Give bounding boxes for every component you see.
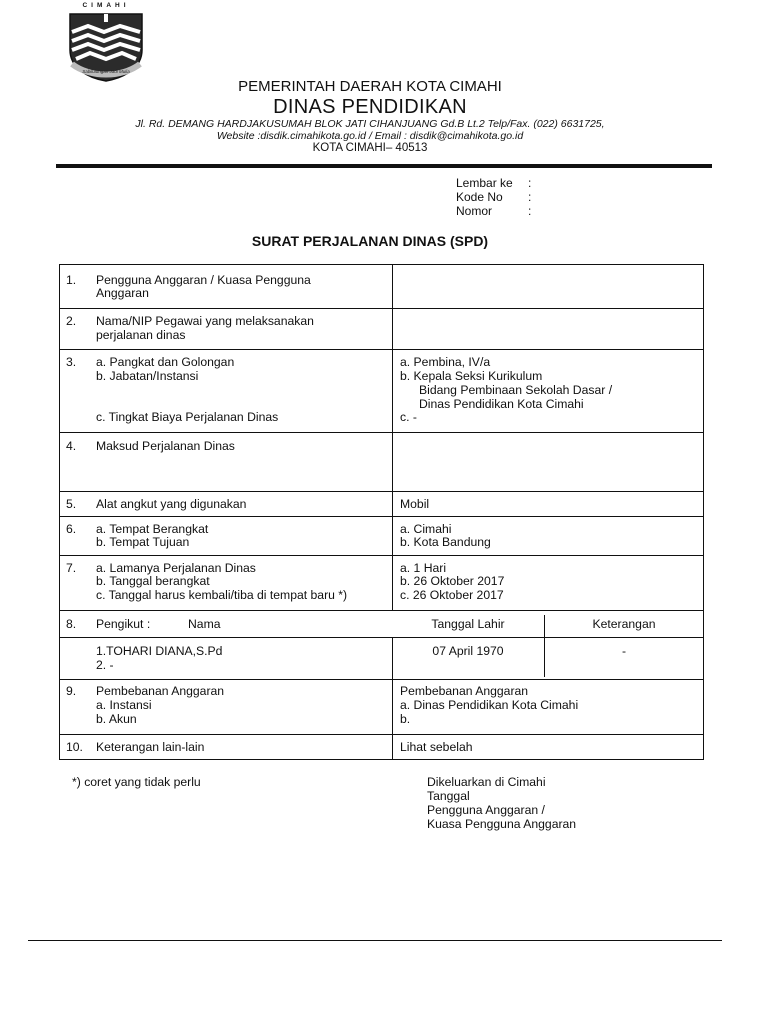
row8-birth1: 07 April 1970 <box>432 644 504 658</box>
row3-number: 3. <box>66 355 77 369</box>
row3-c-label: c. Tingkat Biaya Perjalanan Dinas <box>96 410 279 424</box>
row5-value: Mobil <box>400 497 430 511</box>
row8-col-note: Keterangan <box>592 617 656 631</box>
row1-number: 1. <box>66 273 77 287</box>
row3-b-value-line3: Dinas Pendidikan Kota Cimahi <box>419 397 584 411</box>
row6-b-value: b. Kota Bandung <box>400 535 491 549</box>
row10-label: Keterangan lain-lain <box>96 740 205 754</box>
row-divider <box>60 555 703 556</box>
row3-b-value-line2: Bidang Pembinaan Sekolah Dasar / <box>419 383 613 397</box>
page-bottom-rule <box>28 940 722 941</box>
meta-code-label: Kode No <box>456 190 503 204</box>
row9-a-value: a. Dinas Pendidikan Kota Cimahi <box>400 698 579 712</box>
row6-b-label: b. Tempat Tujuan <box>96 535 190 549</box>
row7-b-label: b. Tanggal berangkat <box>96 574 210 588</box>
row8-person1: 1.TOHARI DIANA,S.Pd <box>96 644 223 658</box>
emblem-shield-icon <box>64 10 148 82</box>
row8-label: Pengikut : <box>96 617 151 631</box>
meta-colon: : <box>528 204 532 218</box>
meta-sheet <box>456 176 531 190</box>
row2-number: 2. <box>66 314 77 328</box>
row-divider <box>60 349 703 350</box>
header-government: PEMERINTAH DAERAH KOTA CIMAHI <box>238 78 502 95</box>
row8-col-name: Nama <box>188 617 221 631</box>
signer-line2: Kuasa Pengguna Anggaran <box>427 817 577 831</box>
header-city-postal: KOTA CIMAHI– 40513 <box>312 142 428 154</box>
issued-place: Dikeluarkan di Cimahi <box>427 775 546 789</box>
row-divider <box>60 308 703 309</box>
row9-a-label: a. Instansi <box>96 698 152 712</box>
row3-b-label: b. Jabatan/Instansi <box>96 369 199 383</box>
row9-label: Pembebanan Anggaran <box>96 684 225 698</box>
row6-number: 6. <box>66 522 77 536</box>
column-divider <box>392 265 393 610</box>
row9-b-value: b. <box>400 712 411 726</box>
row8-note1: - <box>621 644 627 658</box>
meta-colon: : <box>528 190 532 204</box>
row4-number: 4. <box>66 439 77 453</box>
row1-label-line2: Anggaran <box>96 286 149 300</box>
row6-a-label: a. Tempat Berangkat <box>96 522 209 536</box>
logo-city-text: CIMAHI <box>82 2 130 9</box>
row-divider <box>60 637 703 638</box>
header-rule <box>56 164 712 168</box>
row6-a-value: a. Cimahi <box>400 522 452 536</box>
row1-label-line1: Pengguna Anggaran / Kuasa Pengguna <box>96 273 311 287</box>
row3-a-label: a. Pangkat dan Golongan <box>96 355 235 369</box>
row3-a-value: a. Pembina, IV/a <box>400 355 491 369</box>
header-website-email: Website :disdik.cimahikota.go.id / Email : disdik@cimahikota.go.id <box>216 130 524 142</box>
row-divider <box>60 432 703 433</box>
row7-b-value: b. 26 Oktober 2017 <box>400 574 505 588</box>
row-divider <box>60 516 703 517</box>
row7-c-value: c. 26 Oktober 2017 <box>400 588 504 602</box>
row-divider <box>60 491 703 492</box>
row5-label: Alat angkut yang digunakan <box>96 497 247 511</box>
meta-number-label: Nomor <box>456 204 493 218</box>
row8-number: 8. <box>66 617 77 631</box>
row7-a-label: a. Lamanya Perjalanan Dinas <box>96 561 256 575</box>
row3-c-value: c. - <box>400 410 417 424</box>
city-emblem-logo <box>64 2 148 82</box>
row2-label-line1: Nama/NIP Pegawai yang melaksanakan <box>96 314 314 328</box>
row7-c-label: c. Tanggal harus kembali/tiba di tempat baru *) <box>96 588 348 602</box>
row4-label: Maksud Perjalanan Dinas <box>96 439 235 453</box>
row10-number: 10. <box>66 740 83 754</box>
row8-person2: 2. - <box>96 658 114 672</box>
meta-number <box>456 204 531 218</box>
footnote: *) coret yang tidak perlu <box>72 775 201 789</box>
row-divider <box>60 610 703 611</box>
meta-sheet-label: Lembar ke <box>456 176 513 190</box>
row7-a-value: a. 1 Hari <box>400 561 447 575</box>
signer-line1: Pengguna Anggaran / <box>427 803 545 817</box>
row-divider <box>60 734 703 735</box>
row3-b-value: b. Kepala Seksi Kurikulum <box>400 369 543 383</box>
meta-colon: : <box>528 176 532 190</box>
logo-motto-text: Sabilulungan Jadi Mulia <box>82 69 130 74</box>
row9-number: 9. <box>66 684 77 698</box>
row5-number: 5. <box>66 497 77 511</box>
meta-code <box>456 190 531 204</box>
row9-b-label: b. Akun <box>96 712 137 726</box>
header-address: Jl. Rd. DEMANG HARDJAKUSUMAH BLOK JATI CIHANJUANG Gd.B Lt.2 Telp/Fax. (022) 6631725, <box>135 118 605 130</box>
header-department: DINAS PENDIDIKAN <box>273 96 467 118</box>
issued-date: Tanggal <box>427 789 470 803</box>
row8-col-birth: Tanggal Lahir <box>431 617 505 631</box>
spd-form-table <box>59 264 704 760</box>
row2-label-line2: perjalanan dinas <box>96 328 186 342</box>
row9-value-title: Pembebanan Anggaran <box>400 684 529 698</box>
row-divider <box>60 679 703 680</box>
row7-number: 7. <box>66 561 77 575</box>
document-title: SURAT PERJALANAN DINAS (SPD) <box>251 233 489 249</box>
row10-value: Lihat sebelah <box>400 740 473 754</box>
